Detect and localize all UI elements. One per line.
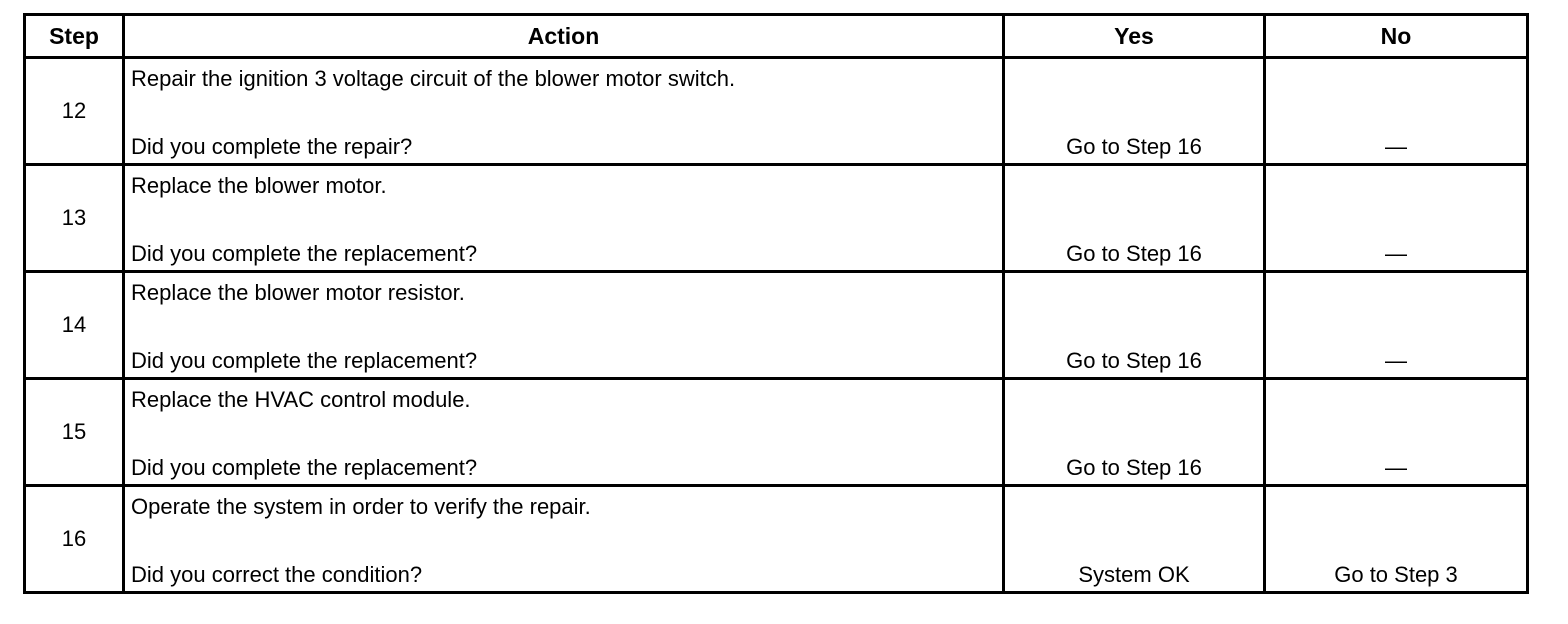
yes-result: Go to Step 16 (1066, 241, 1202, 266)
diagnostic-table (23, 13, 1529, 594)
yes-cell (1004, 379, 1265, 486)
step-number: 12 (25, 58, 124, 165)
action-cell (124, 58, 1004, 165)
yes-cell (1004, 272, 1265, 379)
no-cell (1265, 165, 1528, 272)
header-no: No (1265, 15, 1528, 58)
action-cell (124, 379, 1004, 486)
no-result: — (1385, 455, 1407, 480)
action-question: Did you complete the repair? (131, 134, 413, 159)
no-result: — (1385, 134, 1407, 159)
header-row (25, 15, 1528, 58)
table-row (25, 486, 1528, 593)
action-text: Repair the ignition 3 voltage circuit of the blower motor switch. (131, 66, 736, 91)
yes-result: Go to Step 16 (1066, 134, 1202, 159)
action-question: Did you complete the replacement? (131, 455, 478, 480)
table-row (25, 165, 1528, 272)
yes-result: System OK (1078, 562, 1190, 587)
yes-result: Go to Step 16 (1066, 455, 1202, 480)
action-text: Replace the HVAC control module. (131, 387, 471, 412)
yes-cell (1004, 165, 1265, 272)
step-number: 13 (25, 165, 124, 272)
table-row (25, 272, 1528, 379)
header-step: Step (25, 15, 124, 58)
action-question: Did you complete the replacement? (131, 241, 478, 266)
step-number: 15 (25, 379, 124, 486)
no-result: — (1385, 241, 1407, 266)
step-number: 14 (25, 272, 124, 379)
yes-cell (1004, 58, 1265, 165)
table-row (25, 379, 1528, 486)
action-cell (124, 272, 1004, 379)
action-cell (124, 165, 1004, 272)
no-cell (1265, 486, 1528, 593)
header-action: Action (124, 15, 1004, 58)
no-cell (1265, 379, 1528, 486)
action-text: Operate the system in order to verify the repair. (131, 494, 591, 519)
action-question: Did you complete the replacement? (131, 348, 478, 373)
header-yes: Yes (1004, 15, 1265, 58)
action-text: Replace the blower motor. (131, 173, 387, 198)
action-cell (124, 486, 1004, 593)
step-number: 16 (25, 486, 124, 593)
no-cell (1265, 58, 1528, 165)
yes-result: Go to Step 16 (1066, 348, 1202, 373)
no-result: — (1385, 348, 1407, 373)
table-row (25, 58, 1528, 165)
no-cell (1265, 272, 1528, 379)
yes-cell (1004, 486, 1265, 593)
no-result: Go to Step 3 (1334, 562, 1458, 587)
action-question: Did you correct the condition? (131, 562, 423, 587)
action-text: Replace the blower motor resistor. (131, 280, 465, 305)
